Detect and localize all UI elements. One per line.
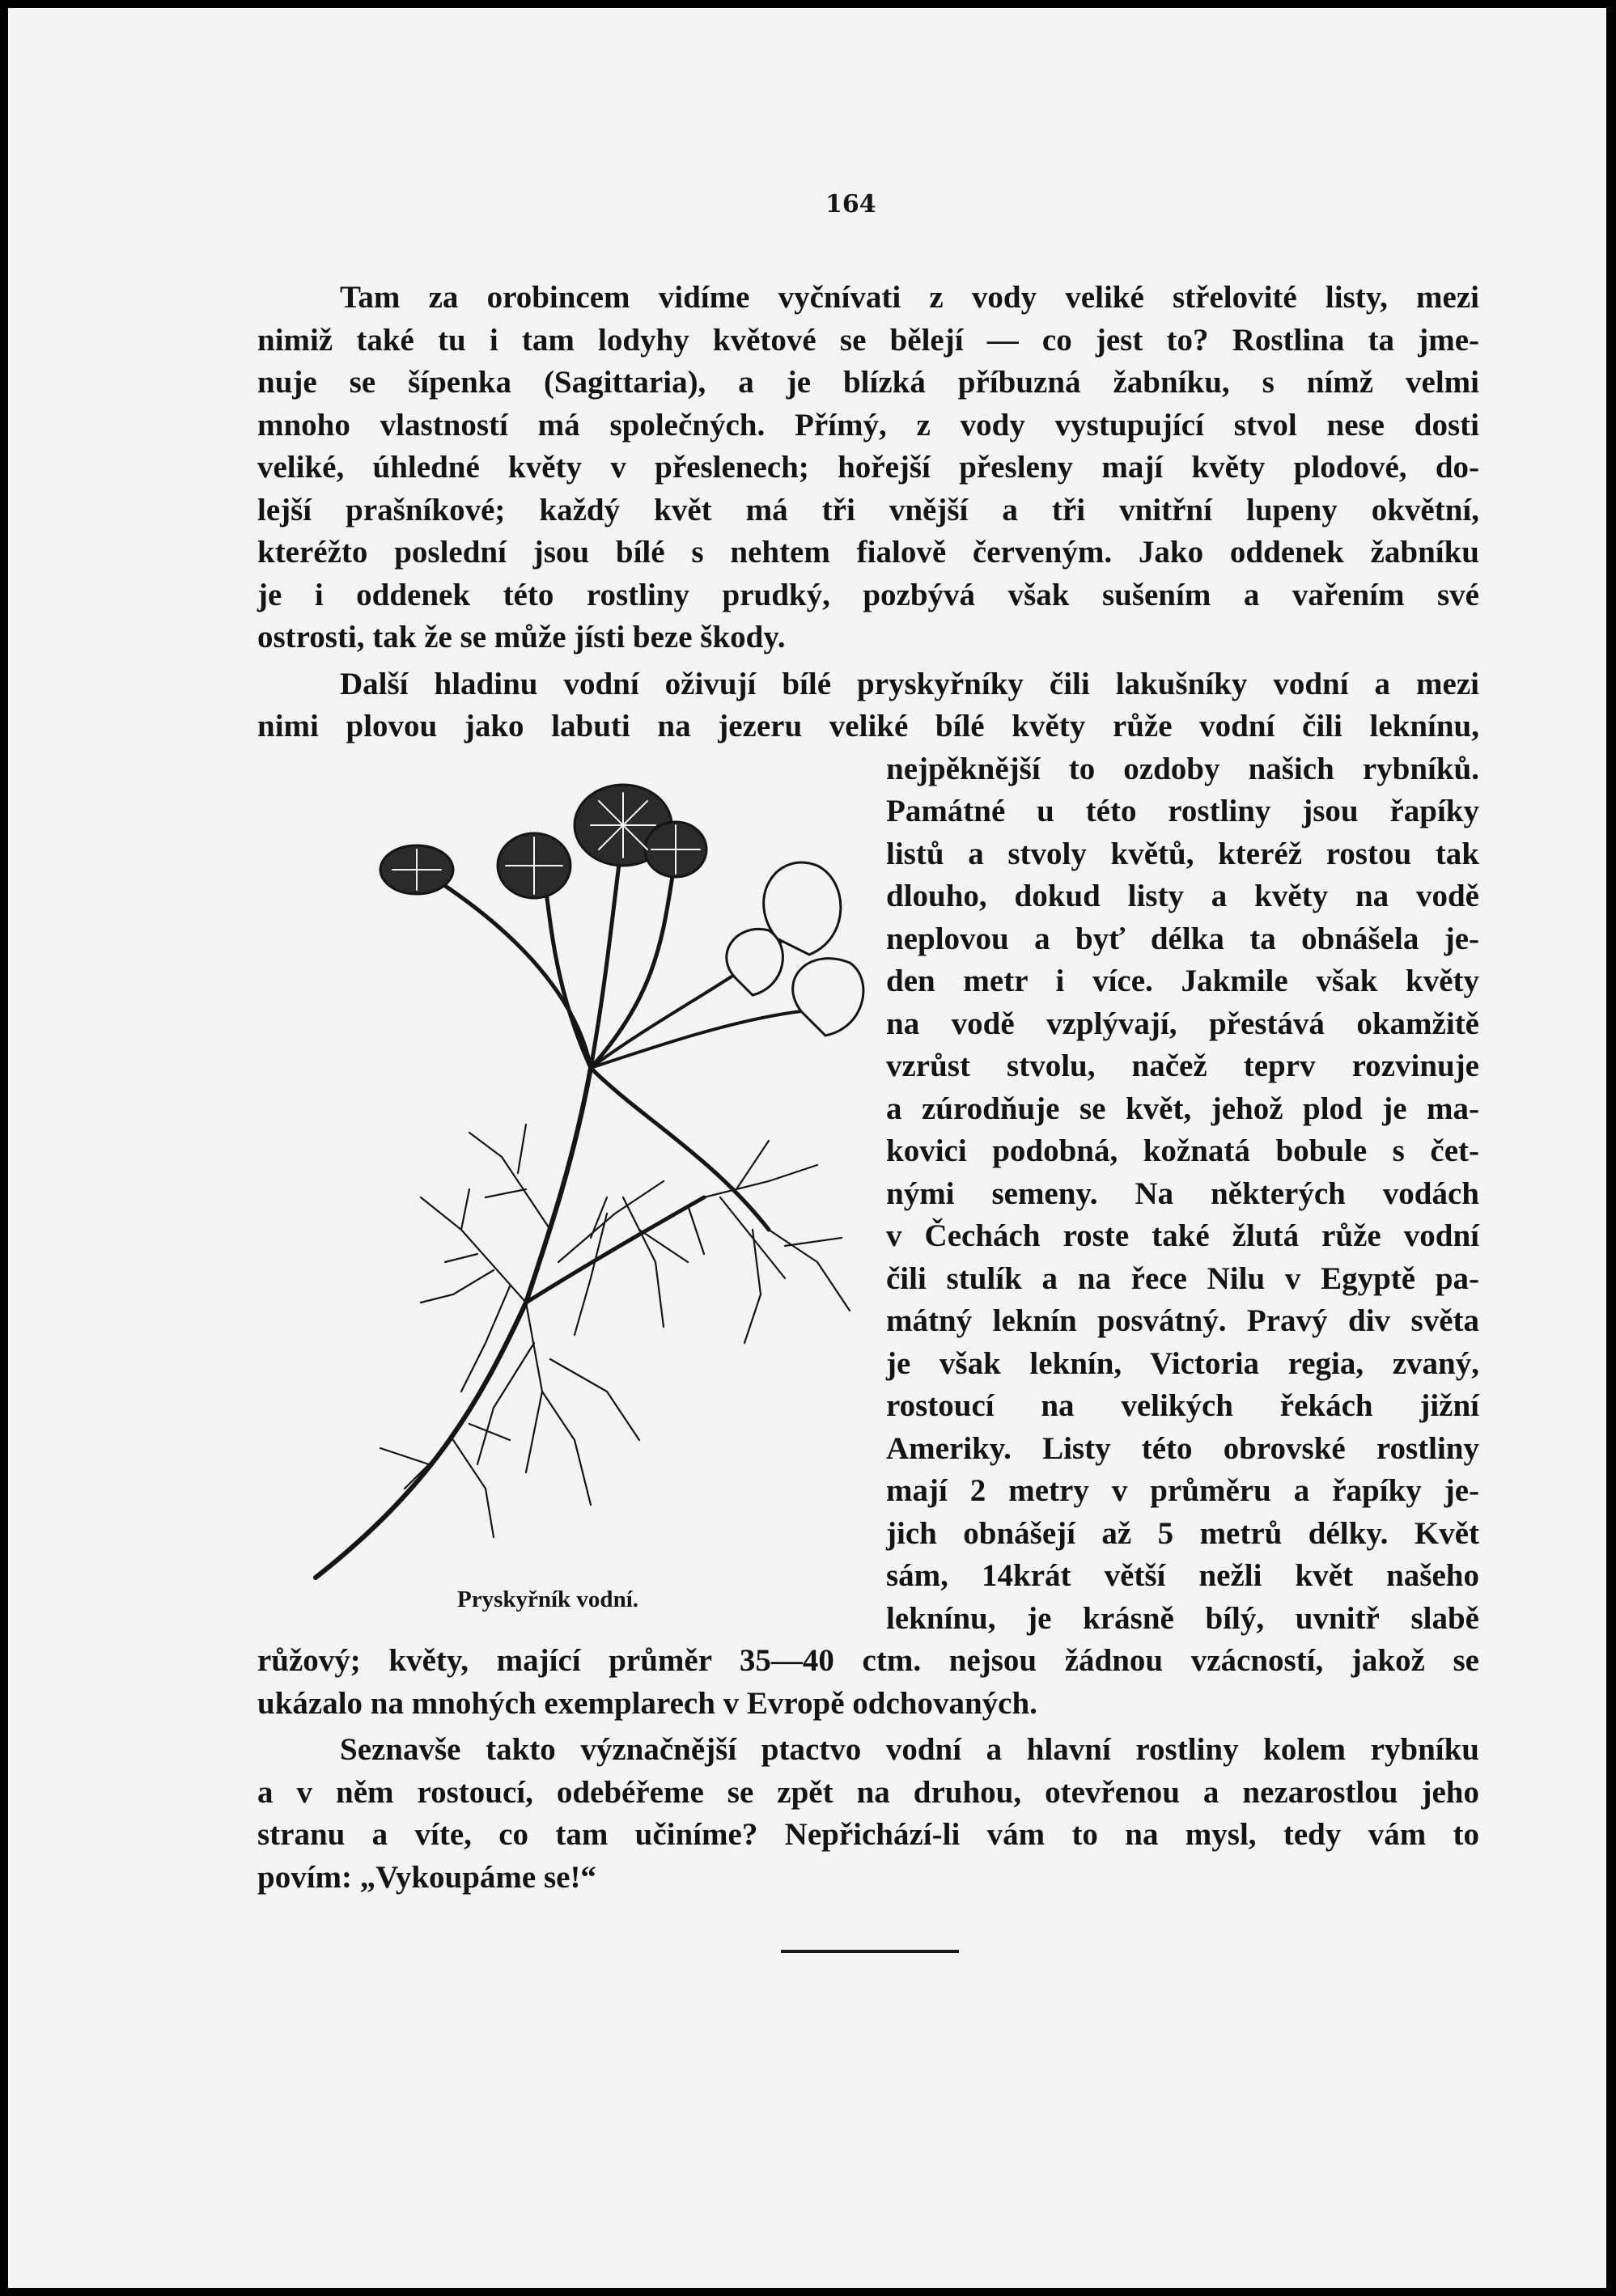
text-line: listů a stvoly květů, kteréž rostou tak (886, 837, 1479, 871)
text-line: nými semeny. Na některých vodách (886, 1176, 1479, 1211)
text-line: neplovou a byť délka ta obnášela je- (886, 921, 1479, 956)
text-line: nejpěknější to ozdoby našich rybníků. (886, 752, 1479, 786)
text-line: sám, 14krát větší nežli květ našeho (886, 1558, 1479, 1593)
text-line: ostrosti, tak že se může jísti beze škody. (257, 620, 786, 654)
text-line: je i oddenek této rostliny prudký, pozbývá však sušením a vařením své (257, 578, 1479, 612)
text-line: veliké, úhledné květy v přeslenech; hořejší přesleny mají květy plodové, do- (257, 450, 1479, 485)
text-line: a v něm rostoucí, odebéřeme se zpět na druhou, otevřenou a nezarostlou jeho (257, 1775, 1479, 1810)
text-line: vzrůst stvolu, načež teprv rozvinuje (886, 1048, 1479, 1083)
text-line: ukázalo na mnohých exemplarech v Evropě odchovaných. (257, 1686, 1037, 1721)
text-line: Památné u této rostliny jsou řapíky (886, 794, 1479, 828)
text-line: nimi plovou jako labuti na jezeru veliké bílé květy růže vodní čili leknínu, (257, 709, 1479, 743)
text-line: dlouho, dokud listy a květy na vodě (886, 879, 1479, 913)
text-line: Tam za orobincem vidíme vyčnívati z vody veliké střelovité listy, mezi (340, 280, 1479, 315)
text-line: a zúrodňuje se květ, jehož plod je ma- (886, 1091, 1479, 1126)
text-line: mají 2 metry v průměru a řapíky je- (886, 1473, 1479, 1508)
text-line: stranu a víte, co tam učiníme? Nepřichází-li vám to na mysl, tedy vám to (257, 1817, 1479, 1852)
water-crowfoot-illustration (283, 777, 882, 1586)
text-line: nuje se šípenka (Sagittaria), a je blízká příbuzná žabníku, s nímž velmi (257, 365, 1479, 400)
text-line: den metr i více. Jakmile však květy (886, 964, 1479, 998)
text-line: Další hladinu vodní oživují bílé pryskyřníky čili lakušníky vodní a mezi (340, 667, 1479, 701)
text-line: růžový; květy, mající průměr 35—40 ctm. nejsou žádnou vzácností, jakož se (257, 1643, 1479, 1678)
text-line: je však leknín, Victoria regia, zvaný, (886, 1346, 1479, 1381)
text-line: lejší prašníkové; každý květ má tři vnější a tři vnitřní lupeny okvětní, (257, 493, 1479, 527)
book-page (8, 8, 1606, 2288)
closing-rule (781, 1950, 959, 1953)
text-line: čili stulík a na řece Nilu v Egyptě pa- (886, 1261, 1479, 1296)
text-line: Seznavše takto význačnější ptactvo vodní a hlavní rostliny kolem rybníku (340, 1732, 1479, 1767)
text-line: jich obnášejí až 5 metrů délky. Květ (886, 1516, 1479, 1551)
page-number: 164 (825, 190, 876, 218)
text-line: kovici podobná, kožnatá bobule s čet- (886, 1133, 1479, 1168)
figure-caption: Pryskyřník vodní. (457, 1586, 638, 1612)
text-line: kteréžto poslední jsou bílé s nehtem fialově červeným. Jako oddenek žabníku (257, 535, 1479, 570)
text-line: nimiž také tu i tam lodyhy květové se bělejí — co jest to? Rostlina ta jme- (257, 323, 1479, 358)
text-line: v Čechách roste také žlutá růže vodní (886, 1218, 1479, 1253)
text-line: Ameriky. Listy této obrovské rostliny (886, 1431, 1479, 1466)
text-line: mnoho vlastností má společných. Přímý, z vody vystupující stvol nese dosti (257, 408, 1479, 443)
text-line: povím: „Vykoupáme se!“ (257, 1860, 596, 1895)
text-line: na vodě vzplývají, přestává okamžitě (886, 1006, 1479, 1041)
text-line: rostoucí na velikých řekách jižní (886, 1388, 1479, 1423)
text-line: leknínu, je krásně bílý, uvnitř slabě (886, 1601, 1479, 1636)
text-line: mátný leknín posvátný. Pravý div světa (886, 1303, 1479, 1338)
